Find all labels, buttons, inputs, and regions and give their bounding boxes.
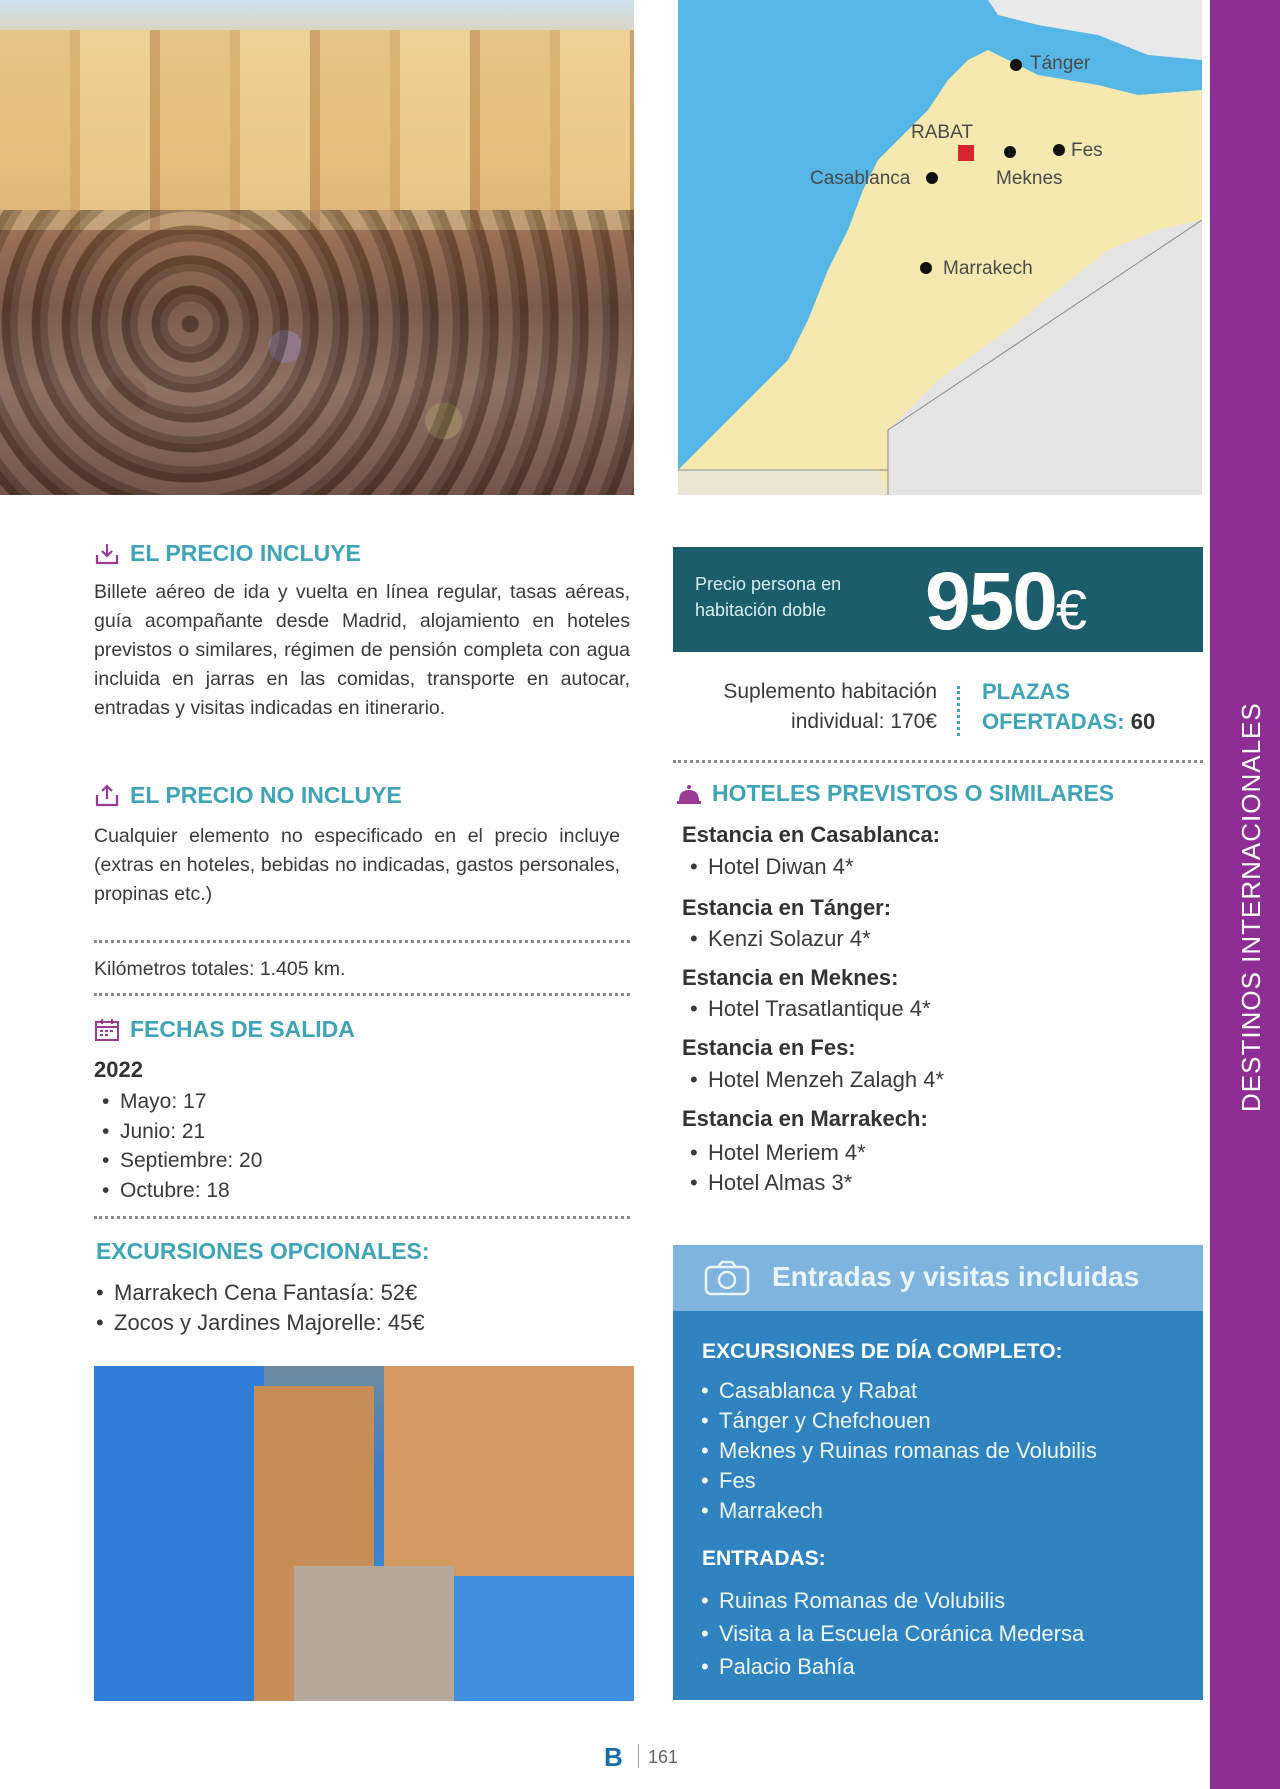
- list-item: • Tánger y Chefchouen: [693, 1406, 1097, 1436]
- page-number: 161: [648, 1747, 679, 1767]
- camera-icon: [703, 1259, 751, 1302]
- hotel-list: [682, 1067, 944, 1093]
- stay-meknes: Estancia en Meknes:: [682, 965, 899, 990]
- included-visits-title: Entradas y visitas incluidas: [772, 1261, 1140, 1292]
- map-label-meknes: Meknes: [996, 168, 1063, 189]
- divider: [957, 686, 960, 736]
- optional-excursions-list: [88, 1278, 425, 1337]
- full-day-excursions-title: EXCURSIONES DE DÍA COMPLETO:: [702, 1340, 1063, 1363]
- price-box: [673, 547, 1203, 652]
- hotels-title: HOTELES PREVISTOS O SIMILARES: [712, 780, 1115, 806]
- list-item: • Hotel Meriem 4*: [682, 1138, 866, 1168]
- optional-excursions-title: EXCURSIONES OPCIONALES:: [96, 1238, 430, 1264]
- price-not-includes-heading: [94, 782, 402, 809]
- map-label-marrakech: Marrakech: [943, 258, 1033, 279]
- list-item: • Mayo: 17: [94, 1087, 262, 1117]
- list-item: • Hotel Diwan 4*: [682, 854, 854, 880]
- divider: [673, 760, 1203, 763]
- price-value: 950€: [925, 556, 1085, 647]
- hotel-list: [682, 996, 931, 1022]
- departure-dates-heading: [94, 1016, 355, 1043]
- divider: [94, 940, 630, 943]
- stay-tanger: Estancia en Tánger:: [682, 895, 892, 920]
- full-day-excursions-list: [693, 1376, 1097, 1526]
- hotel-list: [682, 926, 871, 952]
- kilometers-total: Kilómetros totales: 1.405 km.: [94, 958, 346, 980]
- stay-casablanca: Estancia en Casablanca:: [682, 822, 941, 847]
- price-includes-text: Billete aéreo de ida y vuelta en línea regular, tasas aéreas, guía acompañante desde Madrid, alojamiento en hoteles previstos o similares, régimen de pensión completa con agua incluida en jarras en las comidas, transporte en autocar, entradas y visitas indicadas en itinerario.: [94, 581, 630, 719]
- morocco-map: [678, 0, 1202, 495]
- list-item: • Marrakech Cena Fantasía: 52€: [88, 1278, 425, 1308]
- divider: [94, 993, 630, 996]
- included-visits-header: [673, 1245, 1203, 1311]
- calendar-icon: [94, 1017, 120, 1043]
- map-label-casablanca: Casablanca: [810, 168, 911, 189]
- list-item: • Ruinas Romanas de Volubilis: [693, 1584, 1084, 1617]
- brand-logo: B: [604, 1742, 623, 1772]
- single-supplement: Suplemento habitación individual: 170€: [723, 680, 937, 733]
- hotel-list: [682, 854, 854, 880]
- stay-marrakech: Estancia en Marrakech:: [682, 1106, 928, 1131]
- tanneries-photo: [0, 0, 634, 495]
- list-item: • Hotel Trasatlantique 4*: [682, 996, 931, 1022]
- places-offered-value: 60: [1130, 709, 1156, 734]
- departure-year: 2022: [94, 1057, 143, 1082]
- list-item: • Hotel Almas 3*: [682, 1168, 866, 1198]
- upload-tray-icon: [94, 783, 120, 809]
- download-tray-icon: [94, 541, 120, 567]
- entries-title: ENTRADAS:: [702, 1547, 826, 1570]
- list-item: • Zocos y Jardines Majorelle: 45€: [88, 1308, 425, 1338]
- places-offered: PLAZAS OFERTADAS: 60: [982, 679, 1156, 734]
- hotel-bell-icon: [676, 781, 702, 807]
- entries-list: [693, 1584, 1084, 1683]
- included-visits-box: [673, 1245, 1203, 1700]
- list-item: • Kenzi Solazur 4*: [682, 926, 871, 952]
- side-band-text: DESTINOS INTERNACIONALES: [1236, 702, 1266, 1112]
- price-not-includes-text: Cualquier elemento no especificado en el precio incluye (extras en hoteles, bebidas no indicadas, gastos personales, propinas etc.): [94, 825, 620, 905]
- price-not-includes-title: EL PRECIO NO INCLUYE: [130, 782, 402, 808]
- list-item: • Marrakech: [693, 1496, 1097, 1526]
- departure-dates-title: FECHAS DE SALIDA: [130, 1016, 355, 1042]
- chefchaouen-photo: [94, 1366, 634, 1701]
- list-item: • Casablanca y Rabat: [693, 1376, 1097, 1406]
- list-item: • Palacio Bahía: [693, 1650, 1084, 1683]
- list-item: • Octubre: 18: [94, 1176, 262, 1206]
- list-item: • Septiembre: 20: [94, 1146, 262, 1176]
- price-label: Precio persona en habitación doble: [695, 574, 842, 620]
- list-item: • Fes: [693, 1466, 1097, 1496]
- departure-dates-list: [94, 1087, 262, 1205]
- list-item: • Junio: 21: [94, 1117, 262, 1147]
- list-item: • Visita a la Escuela Coránica Medersa: [693, 1617, 1084, 1650]
- divider: [638, 1744, 639, 1768]
- list-item: • Meknes y Ruinas romanas de Volubilis: [693, 1436, 1097, 1466]
- stay-fes: Estancia en Fes:: [682, 1035, 856, 1060]
- divider: [94, 1216, 630, 1219]
- map-label-tanger: Tánger: [1030, 53, 1091, 74]
- map-label-fes: Fes: [1071, 140, 1103, 161]
- price-includes-title: EL PRECIO INCLUYE: [130, 540, 361, 566]
- map-label-rabat: RABAT: [911, 122, 973, 143]
- list-item: • Hotel Menzeh Zalagh 4*: [682, 1067, 944, 1093]
- price-includes-heading: [94, 540, 361, 567]
- hotel-list: [682, 1138, 866, 1198]
- hotels-heading: [676, 780, 1114, 807]
